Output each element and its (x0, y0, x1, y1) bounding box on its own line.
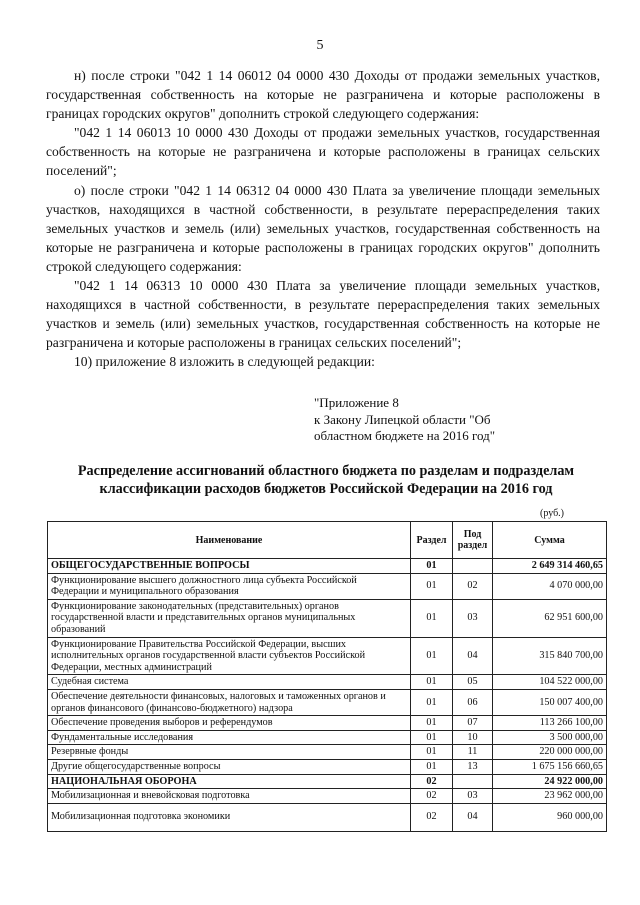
row-section: 01 (411, 599, 453, 637)
row-section: 01 (411, 759, 453, 774)
page-number: 5 (316, 38, 324, 53)
row-section: 01 (411, 745, 453, 760)
row-amount: 1 675 156 660,65 (493, 759, 607, 774)
table-body (48, 559, 607, 832)
table-row (48, 789, 607, 804)
units-label: (руб.) (540, 508, 564, 519)
allocation-table (47, 521, 607, 832)
row-section: 01 (411, 573, 453, 599)
row-subsection: 04 (453, 637, 493, 675)
table-row (48, 573, 607, 599)
row-name: Обеспечение деятельности финансовых, налоговых и таможенных органов и органов финансового (финансово-бюджетного) надзора (48, 689, 411, 715)
paragraph-o: о) после строки "042 1 14 06312 04 0000 430 Плата за увеличение площади земельных участков, находящихся в частной собственности, в результате перераспределения таких земельных участков и земель (или) земельных участков, государственная собственность на которые не разграничена и которые расположены в границах городских округов" дополнить строкой следующего содержания: (46, 182, 600, 274)
row-name: Функционирование высшего должностного лица субъекта Российской Федерации и муниципального образования (48, 573, 411, 599)
paragraph-n: н) после строки "042 1 14 06012 04 0000 430 Доходы от продажи земельных участков, государственная собственность на которые не разграничена и которые расположены в границах городских округов" дополнить строкой следующего содержания: (46, 68, 600, 122)
row-name: Судебная система (48, 675, 411, 690)
row-amount: 24 922 000,00 (493, 774, 607, 789)
row-subsection: 06 (453, 689, 493, 715)
header-name: Наименование (48, 522, 411, 559)
row-amount: 2 649 314 460,65 (493, 559, 607, 574)
row-amount: 113 266 100,00 (493, 716, 607, 731)
table-row (48, 599, 607, 637)
row-name: Мобилизационная подготовка экономики (48, 803, 411, 831)
row-amount: 150 007 400,00 (493, 689, 607, 715)
appendix-line-3: областном бюджете на 2016 год" (314, 428, 496, 443)
row-name: Резервные фонды (48, 745, 411, 760)
table-row (48, 803, 607, 831)
row-amount: 104 522 000,00 (493, 675, 607, 690)
header-section: Раздел (411, 522, 453, 559)
table-row (48, 637, 607, 675)
row-amount: 23 962 000,00 (493, 789, 607, 804)
table-row (48, 774, 607, 789)
paragraph-10: 10) приложение 8 изложить в следующей редакции: (74, 354, 375, 370)
row-section: 01 (411, 716, 453, 731)
table-row (48, 759, 607, 774)
row-subsection: 10 (453, 730, 493, 745)
row-subsection (453, 559, 493, 574)
row-name: Функционирование Правительства Российской Федерации, высших исполнительных органов государственной власти субъектов Российской Федерации, местных администраций (48, 637, 411, 675)
row-subsection: 13 (453, 759, 493, 774)
table-title (46, 462, 606, 498)
row-subsection (453, 774, 493, 789)
row-amount: 3 500 000,00 (493, 730, 607, 745)
table-title-line-1: Распределение ассигнований областного бюджета по разделам и подразделам (77, 463, 575, 479)
row-subsection: 03 (453, 599, 493, 637)
row-subsection: 11 (453, 745, 493, 760)
row-section: 01 (411, 730, 453, 745)
row-amount: 960 000,00 (493, 803, 607, 831)
row-name: Фундаментальные исследования (48, 730, 411, 745)
row-amount: 315 840 700,00 (493, 637, 607, 675)
row-section: 01 (411, 689, 453, 715)
row-subsection: 02 (453, 573, 493, 599)
row-section: 01 (411, 559, 453, 574)
row-section: 02 (411, 774, 453, 789)
row-amount: 62 951 600,00 (493, 599, 607, 637)
row-amount: 220 000 000,00 (493, 745, 607, 760)
table-title-line-2: классификации расходов бюджетов Российской Федерации на 2016 год (99, 481, 553, 497)
paragraph-n-insert: "042 1 14 06013 10 0000 430 Доходы от продажи земельных участков, государственная собственность на которые не разграничена и которые расположены в границах сельских поселений"; (46, 125, 600, 179)
table-header-row (48, 522, 607, 559)
row-subsection: 03 (453, 789, 493, 804)
row-subsection: 05 (453, 675, 493, 690)
appendix-header (314, 395, 574, 445)
body-text (46, 66, 600, 372)
table-row (48, 745, 607, 760)
row-name: ОБЩЕГОСУДАРСТВЕННЫЕ ВОПРОСЫ (48, 559, 411, 574)
paragraph-o-insert: "042 1 14 06313 10 0000 430 Плата за увеличение площади земельных участков, находящихся в частной собственности, в результате перераспределения таких земельных участков и земель (или) земельных участков, государственная собственность на которые не разграничена и которые расположены в границах сельских поселений"; (46, 278, 600, 351)
row-section: 01 (411, 637, 453, 675)
row-section: 02 (411, 789, 453, 804)
appendix-line-2: к Закону Липецкой области "Об (314, 411, 491, 427)
header-subsection: Под раздел (453, 522, 493, 559)
row-name: Другие общегосударственные вопросы (48, 759, 411, 774)
table-row (48, 730, 607, 745)
row-name: Обеспечение проведения выборов и референдумов (48, 716, 411, 731)
header-amount: Сумма (493, 522, 607, 559)
row-name: Мобилизационная и вневойсковая подготовка (48, 789, 411, 804)
table-row (48, 675, 607, 690)
row-subsection: 07 (453, 716, 493, 731)
row-section: 01 (411, 675, 453, 690)
appendix-line-1: "Приложение 8 (314, 395, 399, 410)
row-name: НАЦИОНАЛЬНАЯ ОБОРОНА (48, 774, 411, 789)
row-name: Функционирование законодательных (представительных) органов государственной власти и представительных органов муниципальных образований (48, 599, 411, 637)
table-row (48, 689, 607, 715)
table-row (48, 716, 607, 731)
table-row (48, 559, 607, 574)
row-subsection: 04 (453, 803, 493, 831)
row-section: 02 (411, 803, 453, 831)
row-amount: 4 070 000,00 (493, 573, 607, 599)
